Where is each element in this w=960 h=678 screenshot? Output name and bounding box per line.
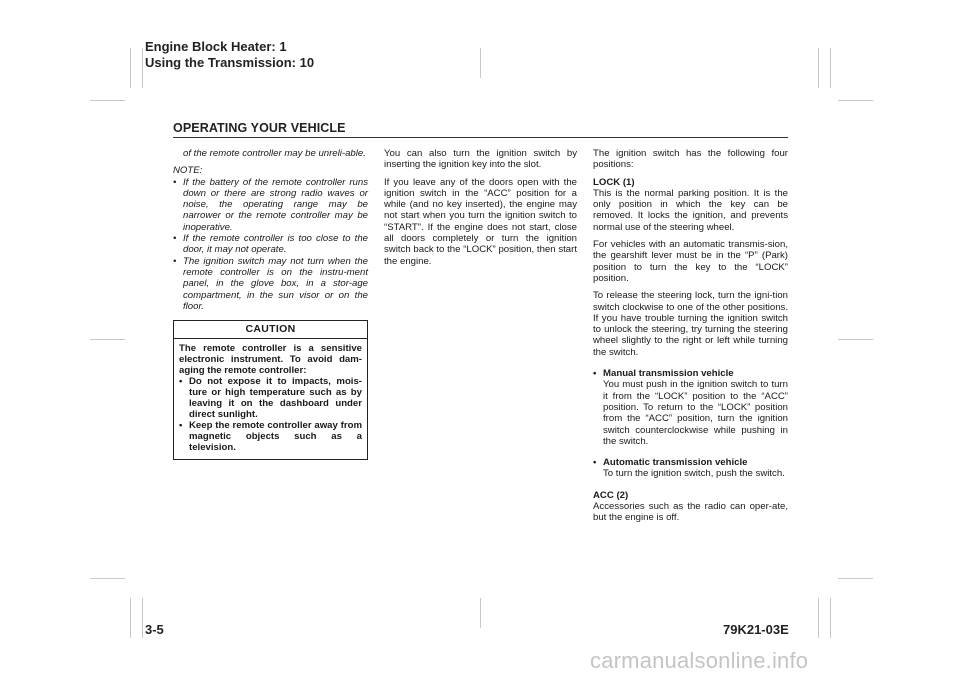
header-line-1: Engine Block Heater: 1 <box>145 39 287 54</box>
caution-item: • Keep the remote controller away from magnetic objects such as a television. <box>179 420 362 454</box>
crop-mark <box>480 48 481 78</box>
caution-title: CAUTION <box>174 321 367 339</box>
caution-item-text: Keep the remote controller away from magnetic objects such as a television. <box>189 420 362 454</box>
document-code: 79K21-03E <box>723 622 789 637</box>
crop-mark <box>838 578 873 579</box>
section-title: OPERATING YOUR VEHICLE <box>173 121 346 135</box>
header-line-2: Using the Transmission: 10 <box>145 55 315 70</box>
crop-mark <box>838 339 873 340</box>
note-item: • If the remote controller is too close to the door, it may not operate. <box>173 233 368 256</box>
crop-mark <box>830 598 831 638</box>
paragraph: You must push in the ignition switch to turn it from the “LOCK” position to the “ACC” position. To return to the “LOCK” position from the “ACC” position, turn the ignition switch counterclockwise while pushing in the switch. <box>603 379 788 447</box>
crop-mark <box>818 48 819 88</box>
note-item: • The ignition switch may not turn when the remote controller is on the instru-ment panel, in the glove box, in a stor-age compartment, in the sun visor or on the floor. <box>173 255 368 312</box>
crop-mark <box>130 48 131 88</box>
caution-item: • Do not expose it to impacts, mois-ture or high temperature such as by leaving it on the dashboard under direct sunlight. <box>179 376 362 421</box>
automatic-label: Automatic transmission vehicle <box>603 457 748 469</box>
crop-mark <box>90 100 125 101</box>
paragraph: You can also turn the ignition switch by inserting the ignition key into the slot. <box>384 148 577 171</box>
paragraph: The ignition switch has the following four positions: <box>593 148 788 171</box>
paragraph: Accessories such as the radio can oper-ate, but the engine is off. <box>593 501 788 524</box>
crop-mark <box>830 48 831 88</box>
section-divider <box>173 137 788 138</box>
lock-label: LOCK (1) <box>593 176 635 188</box>
crop-mark <box>90 578 125 579</box>
page-number: 3-5 <box>145 622 164 637</box>
paragraph: To release the steering lock, turn the igni-tion switch clockwise to one of the other positions. If you have trouble turning the ignition switch to unlock the steering, try turning the steering wheel slightly to the right or left while turning the switch. <box>593 290 788 358</box>
column-left <box>173 148 368 460</box>
note-item: • If the battery of the remote controller runs down or there are strong radio waves or noise, the operating range may be narrower or the remote controller may be inoperative. <box>173 176 368 233</box>
caution-item-text: Do not expose it to impacts, mois-ture or high temperature such as by leaving it on the dashboard under direct sunlight. <box>189 376 362 421</box>
caution-text: The remote controller is a sensitive electronic instrument. To avoid dam-aging the remote controller: <box>179 343 362 377</box>
bullet-heading: • Automatic transmission vehicle <box>593 457 748 469</box>
note-text: If the remote controller is too close to the door, it may not operate. <box>183 233 368 256</box>
page-header <box>145 39 314 71</box>
paragraph: This is the normal parking position. It is the only position in which the key can be removed. It locks the ignition, and prevents normal use of the steering wheel. <box>593 187 788 233</box>
acc-label: ACC (2) <box>593 489 629 501</box>
caution-body <box>174 339 367 459</box>
paragraph: If you leave any of the doors open with the ignition switch in the “ACC” position for a while (and no key inserted), the engine may not start when you turn the ignition switch to “START”. If the engine does not start, close all doors completely or turn the ignition switch back to the “LOCK” position, then start the engine. <box>384 176 577 267</box>
manual-label: Manual transmission vehicle <box>603 368 734 380</box>
crop-mark <box>838 100 873 101</box>
caution-box <box>173 320 368 460</box>
intro-paragraph: of the remote controller may be unreli-able. <box>183 148 366 159</box>
crop-mark <box>130 598 131 638</box>
bullet-heading: • Manual transmission vehicle <box>593 368 734 380</box>
crop-mark <box>90 339 125 340</box>
crop-mark <box>480 598 481 628</box>
column-middle <box>384 148 577 273</box>
crop-mark <box>142 598 143 638</box>
column-right <box>593 148 788 530</box>
paragraph: To turn the ignition switch, push the switch. <box>603 468 785 480</box>
crop-mark <box>142 48 143 88</box>
note-label: NOTE: <box>173 165 203 177</box>
watermark: carmanualsonline.info <box>590 648 809 673</box>
crop-mark <box>818 598 819 638</box>
note-text: The ignition switch may not turn when the remote controller is on the instru-ment panel, in the glove box, in a stor-age compartment, in the sun visor or on the floor. <box>183 255 368 312</box>
note-text: If the battery of the remote controller runs down or there are strong radio waves or noise, the operating range may be narrower or the remote controller may be inoperative. <box>183 176 368 233</box>
paragraph: For vehicles with an automatic transmis-sion, the gearshift lever must be in the “P” (Park) position to turn the key to the “LOCK” position. <box>593 239 788 284</box>
